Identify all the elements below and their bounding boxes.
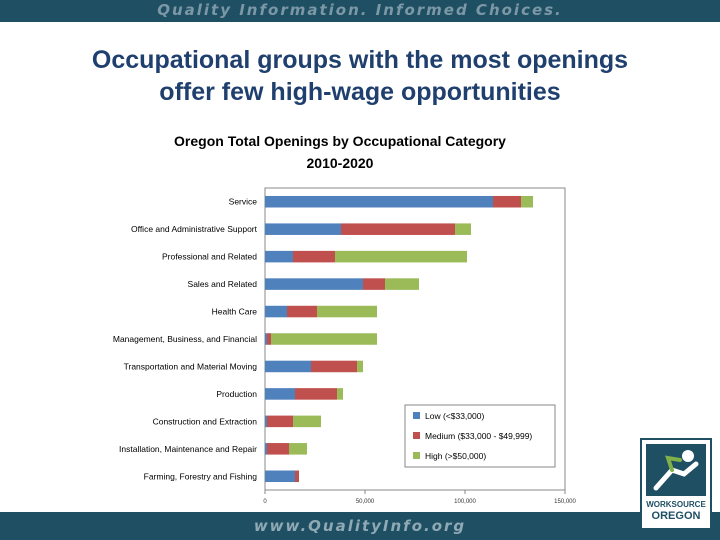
- bar-segment: [363, 278, 385, 290]
- bar-segment: [267, 416, 293, 428]
- worksource-oregon-logo: [640, 438, 712, 530]
- runner-icon: [646, 444, 706, 496]
- bar-segment: [521, 196, 533, 208]
- bar-segment: [335, 251, 467, 263]
- legend-label: High (>$50,000): [425, 451, 487, 461]
- chart-subtitle: 2010-2020: [306, 155, 374, 171]
- slide-title-line1: Occupational groups with the most openings: [91, 46, 629, 74]
- category-label: Professional and Related: [162, 251, 257, 262]
- bar-segment: [295, 388, 337, 400]
- bar-segment: [317, 306, 377, 318]
- bar-segment: [271, 333, 377, 345]
- bar-segment: [267, 443, 289, 455]
- bar-segment: [293, 251, 335, 263]
- logo-text-worksource: WORKSOURCE: [646, 500, 706, 509]
- bar-segment: [357, 361, 363, 373]
- bottom-banner: [0, 512, 720, 540]
- bar-segment: [265, 471, 295, 483]
- category-label: Health Care: [211, 306, 257, 317]
- bar-segment: [455, 223, 471, 235]
- bar-segment: [267, 333, 271, 345]
- bar-segment: [337, 388, 343, 400]
- bar-segment: [289, 443, 307, 455]
- bar-segment: [293, 416, 321, 428]
- category-label: Sales and Related: [187, 279, 257, 290]
- footer-url: www.QualityInfo.org: [253, 517, 467, 535]
- bar-segment: [265, 278, 363, 290]
- category-label: Construction and Extraction: [152, 416, 257, 427]
- category-label: Office and Administrative Support: [131, 224, 257, 235]
- bar-segment: [265, 223, 341, 235]
- category-label: Transportation and Material Moving: [123, 361, 257, 372]
- category-label: Installation, Maintenance and Repair: [119, 443, 257, 454]
- x-tick-label: 150,000: [554, 499, 576, 505]
- bar-segment: [265, 361, 311, 373]
- category-label: Farming, Forestry and Fishing: [143, 471, 257, 482]
- category-label: Production: [216, 388, 257, 399]
- bar-segment: [265, 416, 267, 428]
- tagline: Quality Information. Informed Choices.: [157, 1, 563, 19]
- legend-swatch: [413, 452, 420, 459]
- slide-title: [20, 44, 700, 108]
- bar-segment: [341, 223, 455, 235]
- bar-segment: [287, 306, 317, 318]
- x-tick-label: 50,000: [355, 499, 375, 505]
- bar-segment: [265, 443, 267, 455]
- category-label: Management, Business, and Financial: [112, 334, 257, 344]
- legend-label: Low (<$33,000): [425, 411, 485, 421]
- bar-segment: [493, 196, 521, 208]
- logo-text-oregon: OREGON: [651, 510, 701, 522]
- bar-segment: [295, 471, 299, 483]
- bar-segment: [265, 333, 267, 345]
- bar-segment: [311, 361, 357, 373]
- chart-panel: [80, 120, 600, 510]
- legend-swatch: [413, 412, 420, 419]
- bar-segment: [265, 251, 293, 263]
- x-tick-label: 0: [263, 499, 267, 505]
- category-label: Service: [228, 196, 257, 207]
- bar-segment: [265, 388, 295, 400]
- slide-title-line2: offer few high-wage opportunities: [159, 78, 561, 106]
- bar-segment: [385, 278, 419, 290]
- x-tick-label: 100,000: [454, 499, 476, 505]
- openings-chart: [80, 120, 600, 510]
- chart-title: Oregon Total Openings by Occupational Category: [174, 133, 506, 149]
- legend-label: Medium ($33,000 - $49,999): [425, 431, 533, 441]
- bar-segment: [265, 306, 287, 318]
- top-banner: [0, 0, 720, 22]
- bar-segment: [265, 196, 493, 208]
- legend-swatch: [413, 432, 420, 439]
